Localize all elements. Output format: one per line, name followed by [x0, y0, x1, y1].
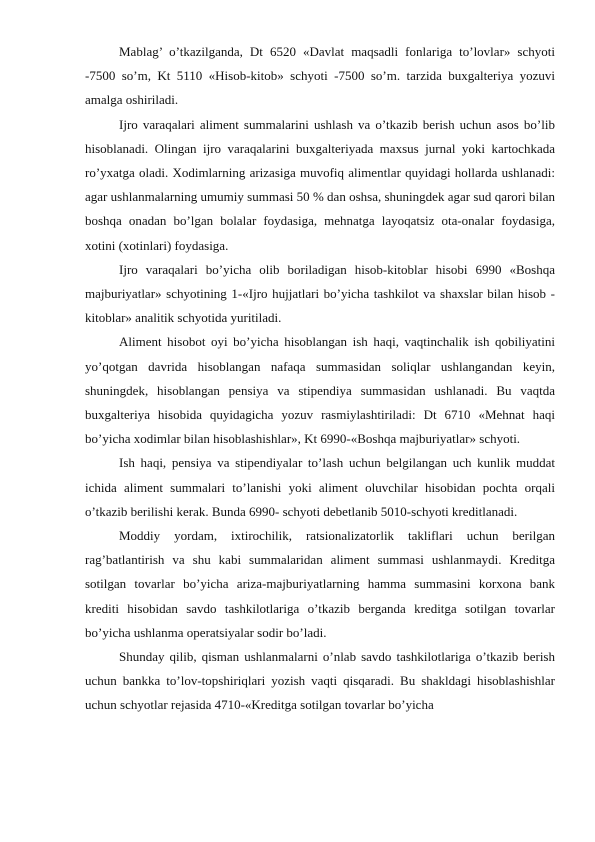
paragraph: Moddiy yordam, ixtirochilik, ratsionalizatorlik takliflari uchun berilgan rag’batlantirish va shu kabi summalaridan aliment summasi ushlanmaydi. Kreditga sotilgan tovarlar bo’yicha ariza-majburiyatlarning hamma summasini korxona bank krediti hisobidan savdo tashkilotlariga o’tkazib berganda kreditga sotilgan tovarlar bo’yicha ushlanma operatsiyalar sodir bo’ladi. — [85, 528, 555, 640]
paragraph: Aliment hisobot oyi bo’yicha hisoblangan ish haqi, vaqtinchalik ish qobiliyatini yo’qotgan davrida hisoblangan nafaqa summasidan soliqlar ushlangandan keyin, shuningdek, hisoblangan pensiya va stipendiya summasidan ushlanadi. Bu vaqtda buxgalteriya hisobida quyidagicha yozuv rasmiylashtiriladi: Dt 6710 «Mehnat haqi bo’yicha xodimlar bilan hisoblashishlar», Kt 6990-«Boshqa majburiyatlar» schyoti. — [85, 334, 555, 447]
paragraph: Shunday qilib, qisman ushlanmalarni o’nlab savdo tashkilotlariga o’tkazib berish uchun bankka to’lov-topshiriqlari yozish vaqti qisqaradi. Bu shakldagi hisoblashishlar uchun schyotlar rejasida 4710-«Kreditga sotilgan tovarlar bo’yicha — [85, 649, 555, 713]
paragraph: Mablag’ o’tkazilganda, Dt 6520 «Davlat maqsadli fonlariga to’lovlar» schyoti -7500 so’m, Kt 5110 «Hisob-kitob» schyoti -7500 so’m. tarzida buxgalteriya yozuvi amalga oshiriladi. — [85, 44, 555, 108]
paragraph: Ijro varaqalari aliment summalarini ushlash va o’tkazib berish uchun asos bo’lib hisoblanadi. Olingan ijro varaqalarini buxgalteriyada maxsus jurnal yoki kartochkada ro’yxatga oladi. Xodimlarning arizasiga muvofiq alimentlar quyidagi hollarda ushlanadi: agar ushlanmalarning umumiy summasi 50 % dan oshsa, shuningdek agar sud qarori bilan boshqa onadan bo’lgan bolalar foydasiga, mehnatga layoqatsiz ota-onalar foydasiga, xotini (xotinlari) foydasiga. — [85, 116, 555, 253]
paragraph: Ish haqi, pensiya va stipendiyalar to’lash uchun belgilangan uch kunlik muddat ichida aliment summalari to’lanishi yoki aliment oluvchilar hisobidan pochta orqali o’tkazib berilishi kerak. Bunda 6990- schyoti debetlanib 5010-schyoti kreditlanadi. — [85, 455, 555, 519]
paragraph: Ijro varaqalari bo’yicha olib boriladigan hisob-kitoblar hisobi 6990 «Boshqa majburiyatlar» schyotining 1-«Ijro hujjatlari bo’yicha tashkilot va shaxslar bilan hisob - kitoblar» analitik schyotida yuritiladi. — [85, 261, 555, 326]
document-body — [85, 40, 555, 718]
